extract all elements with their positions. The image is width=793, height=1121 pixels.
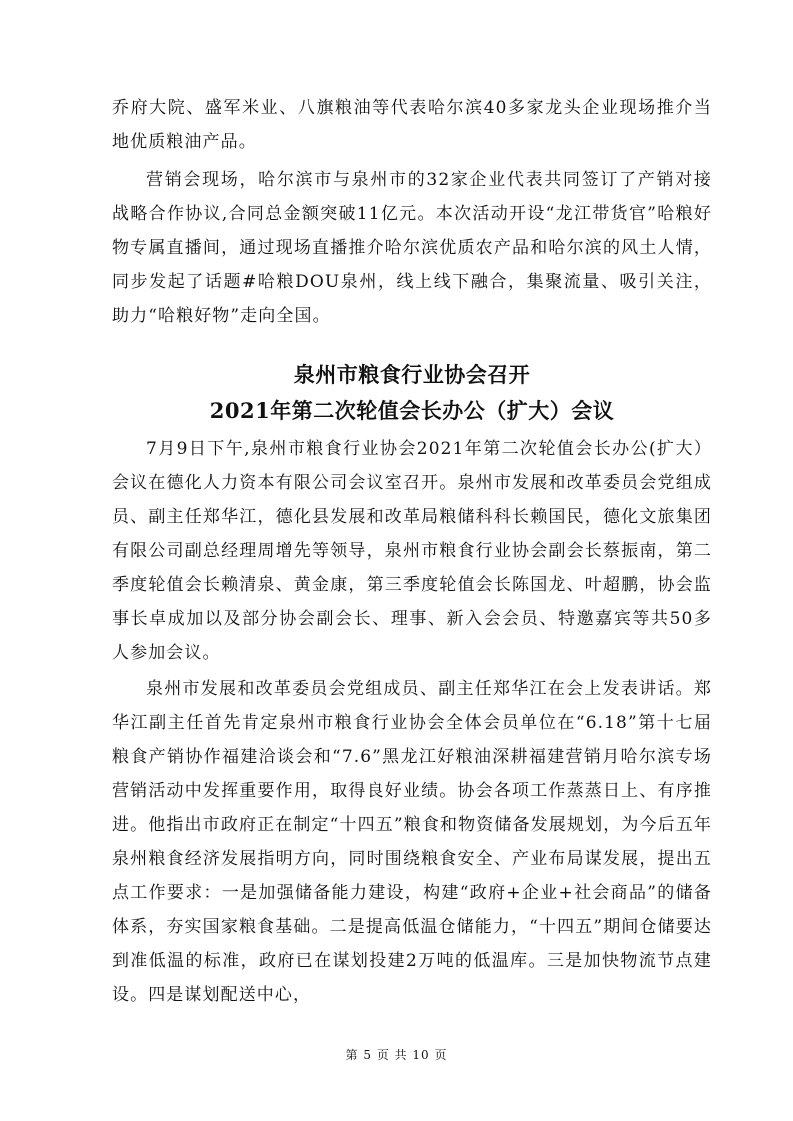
body-paragraph-marketing-event: 营销会现场，哈尔滨市与泉州市的32家企业代表共同签订了产销对接战略合作协议,合同总金额突破11亿元。本次活动开设“龙江带货官”哈粮好物专属直播间，通过现场直播推介哈尔滨优质农产品和哈尔滨的风土人情，同步发起了话题#哈粮DOU泉州，线上线下融合，集聚流量、吸引关注，助力“哈粮好物”走向全国。 (112, 170, 712, 326)
page-number-footer: 第 5 页 共 10 页 (345, 1048, 448, 1062)
body-paragraph-continued: 乔府大院、盛军米业、八旗粮油等代表哈尔滨40多家龙头企业现场推介当地优质粮油产品。 (112, 98, 712, 152)
article-title-line-2: 2021年第二次轮值会长办公（扩大）会议 (209, 398, 615, 423)
article-paragraph-speech: 泉州市发展和改革委员会党组成员、副主任郑华江在会上发表讲话。郑华江副主任首先肯定泉州市粮食行业协会全体会员单位在“6.18”第十七届粮食产销协作福建洽谈会和“7.6”黑龙江好粮油深耕福建营销月哈尔滨专场营销活动中发挥重要作用，取得良好业绩。协会各项工作蒸蒸日上、有序推进。他指出市政府正在制定“十四五”粮食和物资储备发展规划，为今后五年泉州粮食经济发展指明方向，同时围绕粮食安全、产业布局谋发展，提出五点工作要求：一是加强储备能力建设，构建“政府+企业+社会商品”的储备体系，夯实国家粮食基础。二是提高低温仓储能力，“十四五”期间仓储要达到准低温的标准，政府已在谋划投建2万吨的低温库。三是加快物流节点建设。四是谋划配送中心， (112, 679, 712, 1005)
article-title-line-1: 泉州市粮食行业协会召开 (293, 362, 531, 387)
article-paragraph-meeting-info: 7月9日下午,泉州市粮食行业协会2021年第二次轮值会长办公(扩大）会议在德化人力资本有限公司会议室召开。泉州市发展和改革委员会党组成员、副主任郑华江，德化县发展和改革局粮储科科长赖国民，德化文旅集团有限公司副总经理周增先等领导，泉州市粮食行业协会副会长蔡振南，第二季度轮值会长赖清泉、黄金康，第三季度轮值会长陈国龙、叶超鹏，协会监事长卓成加以及部分协会副会长、理事、新入会会员、特邀嘉宾等共50多人参加会议。 (112, 439, 712, 663)
